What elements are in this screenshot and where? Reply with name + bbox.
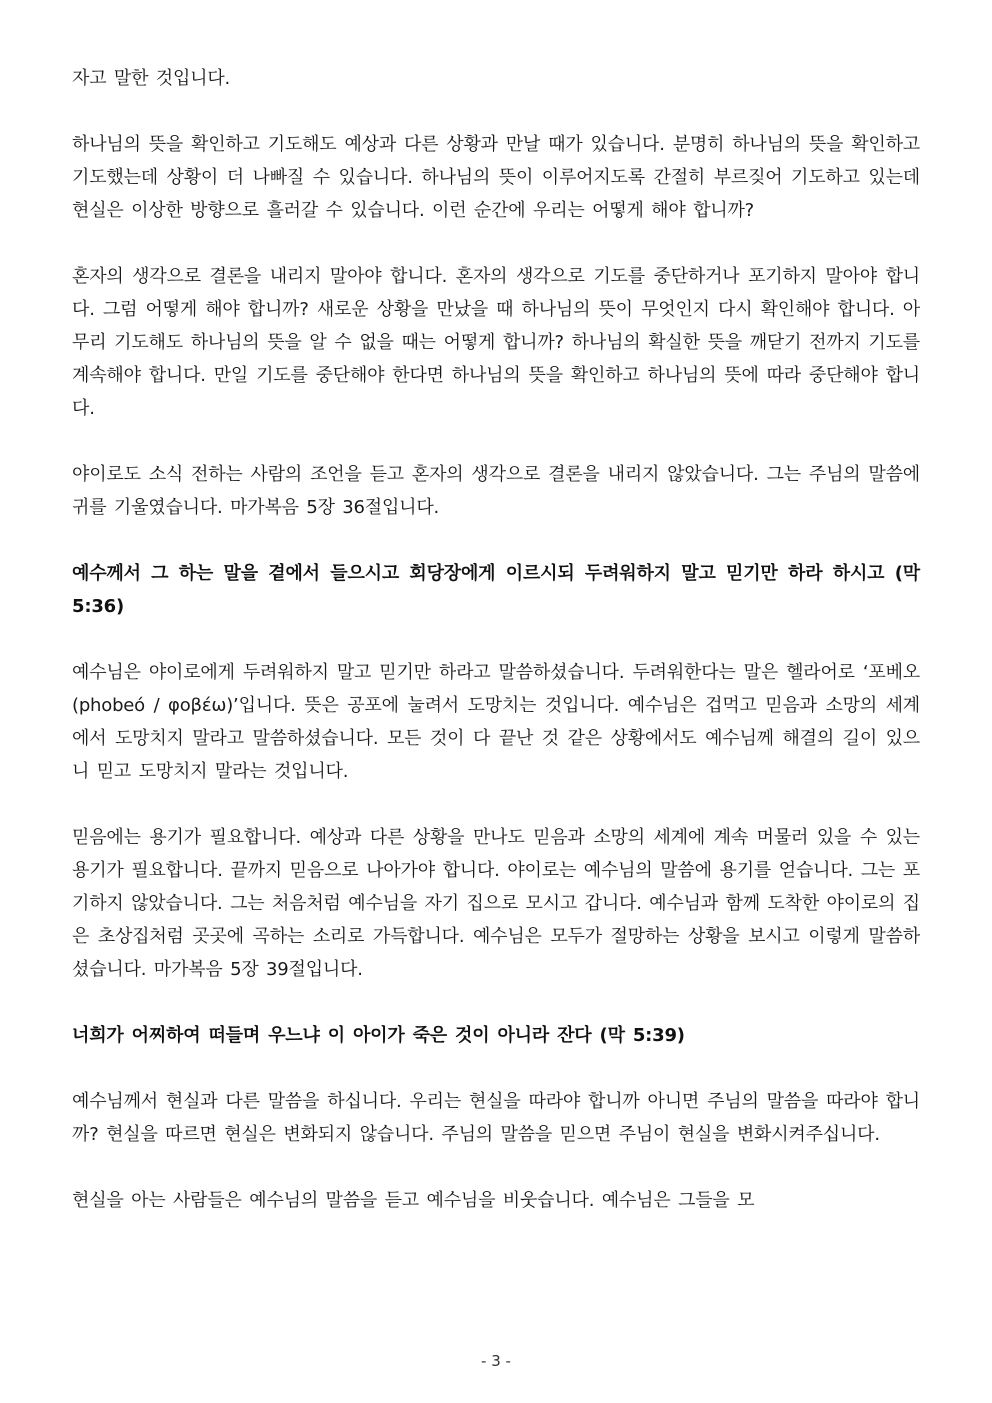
paragraph-6: 예수님은 야이로에게 두려워하지 말고 믿기만 하라고 말씀하셨습니다. 두려워한다는 말은 헬라어로 ‘포베오(phobeó / φοβέω)’입니다. 뜻은 공포에 눌려서 도망치는 것입니다. 예수님은 겁먹고 믿음과 소망의 세계에서 도망치지 말라고 말씀하셨습니다. 모든 것이 다 끝난 것 같은 상황에서도 예수님께 해결의 길이 있으니 믿고 도망치지 말라는 것입니다. <box>72 662 920 782</box>
document-body <box>72 62 920 1217</box>
paragraph-gap <box>72 1052 920 1085</box>
paragraph-gap <box>72 425 920 458</box>
paragraph-9: 예수님께서 현실과 다른 말씀을 하십니다. 우리는 현실을 따라야 합니까 아니면 주님의 말씀을 따라야 합니까? 현실을 따르면 현실은 변화되지 않습니다. 주님의 말씀을 믿으면 주님이 현실을 변화시켜주십니다. <box>72 1091 920 1145</box>
paragraph-4: 야이로도 소식 전하는 사람의 조언을 듣고 혼자의 생각으로 결론을 내리지 않았습니다. 그는 주님의 말씀에 귀를 기울였습니다. 마가복음 5장 36절입니다. <box>72 464 920 518</box>
paragraph-gap <box>72 788 920 821</box>
page-number: - 3 - <box>481 1352 511 1370</box>
paragraph-1: 자고 말한 것입니다. <box>72 68 231 89</box>
paragraph-gap <box>72 227 920 260</box>
paragraph-gap <box>72 986 920 1019</box>
paragraph-gap <box>72 524 920 557</box>
paragraph-gap <box>72 623 920 656</box>
paragraph-10: 현실을 아는 사람들은 예수님의 말씀을 듣고 예수님을 비웃습니다. 예수님은 그들을 모 <box>72 1190 755 1211</box>
paragraph-gap <box>72 1151 920 1184</box>
paragraph-2: 하나님의 뜻을 확인하고 기도해도 예상과 다른 상황과 만날 때가 있습니다. 분명히 하나님의 뜻을 확인하고 기도했는데 상황이 더 나빠질 수 있습니다. 하나님의 뜻이 이루어지도록 간절히 부르짖어 기도하고 있는데 현실은 이상한 방향으로 흘러갈 수 있습니다. 이런 순간에 우리는 어떻게 해야 합니까? <box>72 134 920 221</box>
paragraph-gap <box>72 95 920 128</box>
paragraph-3: 혼자의 생각으로 결론을 내리지 말아야 합니다. 혼자의 생각으로 기도를 중단하거나 포기하지 말아야 합니다. 그럼 어떻게 해야 합니까? 새로운 상황을 만났을 때 하나님의 뜻이 무엇인지 다시 확인해야 합니다. 아무리 기도해도 하나님의 뜻을 알 수 없을 때는 어떻게 합니까? 하나님의 확실한 뜻을 깨닫기 전까지 기도를 계속해야 합니다. 만일 기도를 중단해야 한다면 하나님의 뜻을 확인하고 하나님의 뜻에 따라 중단해야 합니다. <box>72 266 920 419</box>
scripture-quote-mark-5-39: 너희가 어찌하여 떠들며 우느냐 이 아이가 죽은 것이 아니라 잔다 (막 5:39) <box>72 1025 685 1046</box>
scripture-quote-mark-5-36: 예수께서 그 하는 말을 곁에서 들으시고 회당장에게 이르시되 두려워하지 말고 믿기만 하라 하시고 (막 5:36) <box>72 563 920 617</box>
paragraph-7: 믿음에는 용기가 필요합니다. 예상과 다른 상황을 만나도 믿음과 소망의 세계에 계속 머물러 있을 수 있는 용기가 필요합니다. 끝까지 믿음으로 나아가야 합니다. 야이로는 예수님의 말씀에 용기를 얻습니다. 그는 포기하지 않았습니다. 그는 처음처럼 예수님을 자기 집으로 모시고 갑니다. 예수님과 함께 도착한 야이로의 집은 초상집처럼 곳곳에 곡하는 소리로 가득합니다. 예수님은 모두가 절망하는 상황을 보시고 이렇게 말씀하셨습니다. 마가복음 5장 39절입니다. <box>72 827 920 980</box>
